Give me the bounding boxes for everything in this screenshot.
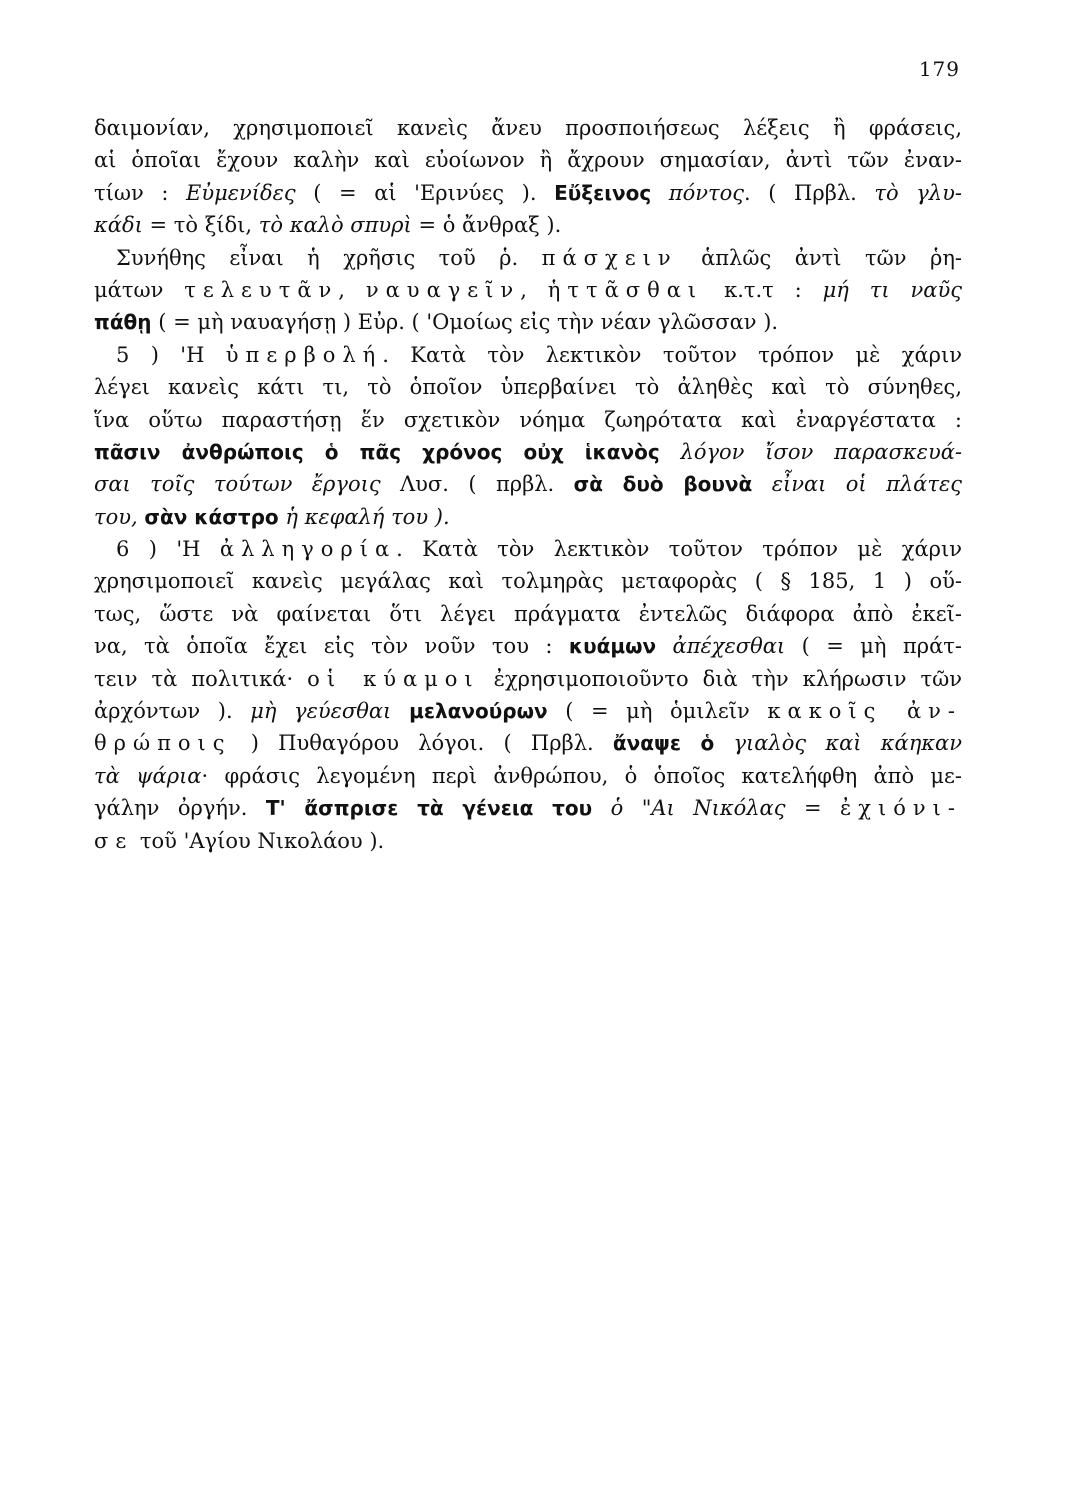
text-line <box>94 598 962 630</box>
text-line <box>94 533 962 565</box>
text-line <box>94 177 962 209</box>
text-line <box>94 760 962 792</box>
text-span: κ.τ.τ : <box>703 277 823 302</box>
text-line <box>94 727 962 759</box>
bold-text: πᾶσιν ἀνθρώποις ὁ πᾶς χρόνος οὐχ ἱκανὸς <box>94 439 660 464</box>
italic-text: πόντος <box>651 180 745 205</box>
spaced-text: πάσχειν <box>541 245 678 270</box>
text-span: 5 ) 'Η <box>116 342 226 367</box>
text-span: . Κατὰ τὸν λεκτικὸν τοῦτον τρόπον μὲ χάριν <box>396 537 962 562</box>
text-line <box>94 144 962 176</box>
bold-text: Εὔξεινος <box>554 180 652 205</box>
text-span: Λυσ. ( πρβλ. <box>380 472 574 497</box>
italic-text: Εὐμενίδες <box>185 180 296 205</box>
text-span: μάτων <box>94 277 185 302</box>
text-span: 6 ) 'Η <box>116 537 220 562</box>
italic-text: λόγον ἴσον παρασκευά- <box>659 439 962 464</box>
bold-text: μελανούρων <box>391 699 548 724</box>
spaced-text: τελευτᾶν <box>184 277 339 302</box>
text-span: = <box>785 796 841 821</box>
spaced-text: κακοῖς ἀν- <box>767 699 963 724</box>
italic-text: ὁ "Αι Νικόλας <box>592 796 786 821</box>
text-line <box>94 339 962 371</box>
text-span: γάλην ὀργήν. <box>94 796 266 821</box>
text-line <box>94 436 962 468</box>
text-span: , <box>338 277 366 302</box>
text-span: ( = αἱ 'Ερινύες ). <box>295 180 555 205</box>
text-line <box>94 825 962 857</box>
text-span: ( = μὴ ναυαγήσῃ ) Εὐρ. ( 'Ομοίως εἰς τὴν νέαν γλῶσσαν ). <box>151 310 779 335</box>
spaced-text: σε <box>94 828 134 853</box>
italic-text: του, <box>94 504 145 529</box>
text-span: , <box>520 277 548 302</box>
italic-text: ἀπέχεσθαι <box>656 634 786 659</box>
text-line <box>94 371 962 403</box>
text-line <box>94 404 962 436</box>
bold-text: πάθῃ <box>94 310 152 335</box>
text-span: ) Πυθαγόρου λόγοι. ( Πρβλ. <box>231 731 613 756</box>
italic-text: σαι τοῖς τούτων ἔργοις <box>94 472 381 497</box>
spaced-text: ἐχιόνι- <box>840 796 962 821</box>
text-line <box>94 209 962 241</box>
text-span: ἵνα οὕτω παραστήσῃ ἕν σχετικὸν νόημα ζωηρότατα καὶ ἐναργέστατα : <box>94 407 962 432</box>
text-span: = τὸ ξίδι, <box>142 213 259 238</box>
text-span: αἱ ὁποῖαι ἔχουν καλὴν καὶ εὐοίωνον ἢ ἄχρουν σημασίαν, ἀντὶ τῶν ἐναν- <box>94 148 962 173</box>
text-span: χρησιμοποιεῖ κανεὶς μεγάλας καὶ τολμηρὰς μεταφορὰς ( § 185, 1 ) οὕ- <box>94 569 962 594</box>
text-span: ( = μὴ ὁμιλεῖν <box>547 699 768 724</box>
text-span: . Κατὰ τὸν λεκτικὸν τοῦτον τρόπον μὲ χάριν <box>382 342 962 367</box>
text-line <box>94 695 962 727</box>
text-span: τίων : <box>94 180 186 205</box>
body-text <box>94 112 962 857</box>
italic-text: εἶναι οἱ πλάτες <box>752 472 963 497</box>
italic-text: τὰ ψάρια <box>94 763 202 788</box>
text-line <box>94 663 962 695</box>
text-line <box>94 630 962 662</box>
italic-text: γιαλὸς καὶ κάηκαν <box>714 731 962 756</box>
text-line <box>94 274 962 306</box>
text-line <box>94 565 962 597</box>
text-line <box>94 501 962 533</box>
bold-text: σὰν κάστρο <box>144 504 279 529</box>
text-span: να, τὰ ὁποῖα ἔχει εἰς τὸν νοῦν του : <box>94 634 569 659</box>
spaced-text: ἀλληγορία <box>219 537 397 562</box>
text-line <box>94 468 962 500</box>
bold-text: Τ' ἄσπρισε τὰ γένεια του <box>265 796 593 821</box>
text-line <box>94 242 962 274</box>
spaced-text: θρώποις <box>94 731 232 756</box>
bold-text: κυάμων <box>568 634 657 659</box>
page-number: 179 <box>918 57 960 81</box>
italic-text: μὴ γεύεσθαι <box>250 699 392 724</box>
spaced-text: ναυαγεῖν <box>365 277 521 302</box>
text-span: · φράσις λεγομένη περὶ ἀνθρώπου, ὁ ὁποῖος κατελήφθη ἀπὸ με- <box>201 763 962 788</box>
italic-text: ἡ κεφαλή του ). <box>278 504 450 529</box>
spaced-text: οἱ κύαμοι <box>307 666 480 691</box>
text-span: ( = μὴ πράτ- <box>785 634 962 659</box>
italic-text: κάδι <box>94 213 143 238</box>
text-span: τως, ὥστε νὰ φαίνεται ὅτι λέγει πράγματα ἐντελῶς διάφορα ἀπὸ ἐκεῖ- <box>94 601 962 626</box>
italic-text: τὸ καλὸ σπυρὶ <box>258 213 412 238</box>
spaced-text: ὑπερβολή <box>225 342 383 367</box>
text-span: ἐχρησιμοποιοῦντο διὰ τὴν κλήρωσιν τῶν <box>479 666 962 691</box>
bold-text: ἄναψε ὁ <box>612 731 715 756</box>
text-span: δαιμονίαν, χρησιμοποιεῖ κανεὶς ἄνευ προσποιήσεως λέξεις ἢ φράσεις, <box>94 116 962 140</box>
text-line <box>94 112 962 144</box>
spaced-text: ἡττᾶσθαι <box>547 277 704 302</box>
text-span: ἀρχόντων ). <box>94 699 251 724</box>
text-span: τειν τὰ πολιτικά· <box>94 666 308 691</box>
italic-text: μή τι ναῦς <box>822 277 963 302</box>
text-line <box>94 306 962 338</box>
text-span: λέγει κανεὶς κάτι τι, τὸ ὁποῖον ὑπερβαίνει τὸ ἀληθὲς καὶ τὸ σύνηθες, <box>94 375 962 400</box>
bold-text: σὰ δυὸ βουνὰ <box>573 472 753 497</box>
text-span: Συνήθης εἶναι ἡ χρῆσις τοῦ ῥ. <box>116 245 542 270</box>
text-span: τοῦ 'Αγίου Νικολάου ). <box>133 828 385 853</box>
text-span: = ὁ ἄνθραξ ). <box>411 213 562 238</box>
text-line <box>94 792 962 824</box>
italic-text: τὸ γλυ- <box>874 180 962 205</box>
text-span: . ( Πρβλ. <box>744 180 875 205</box>
text-span: ἁπλῶς ἀντὶ τῶν ῥη- <box>677 245 962 270</box>
